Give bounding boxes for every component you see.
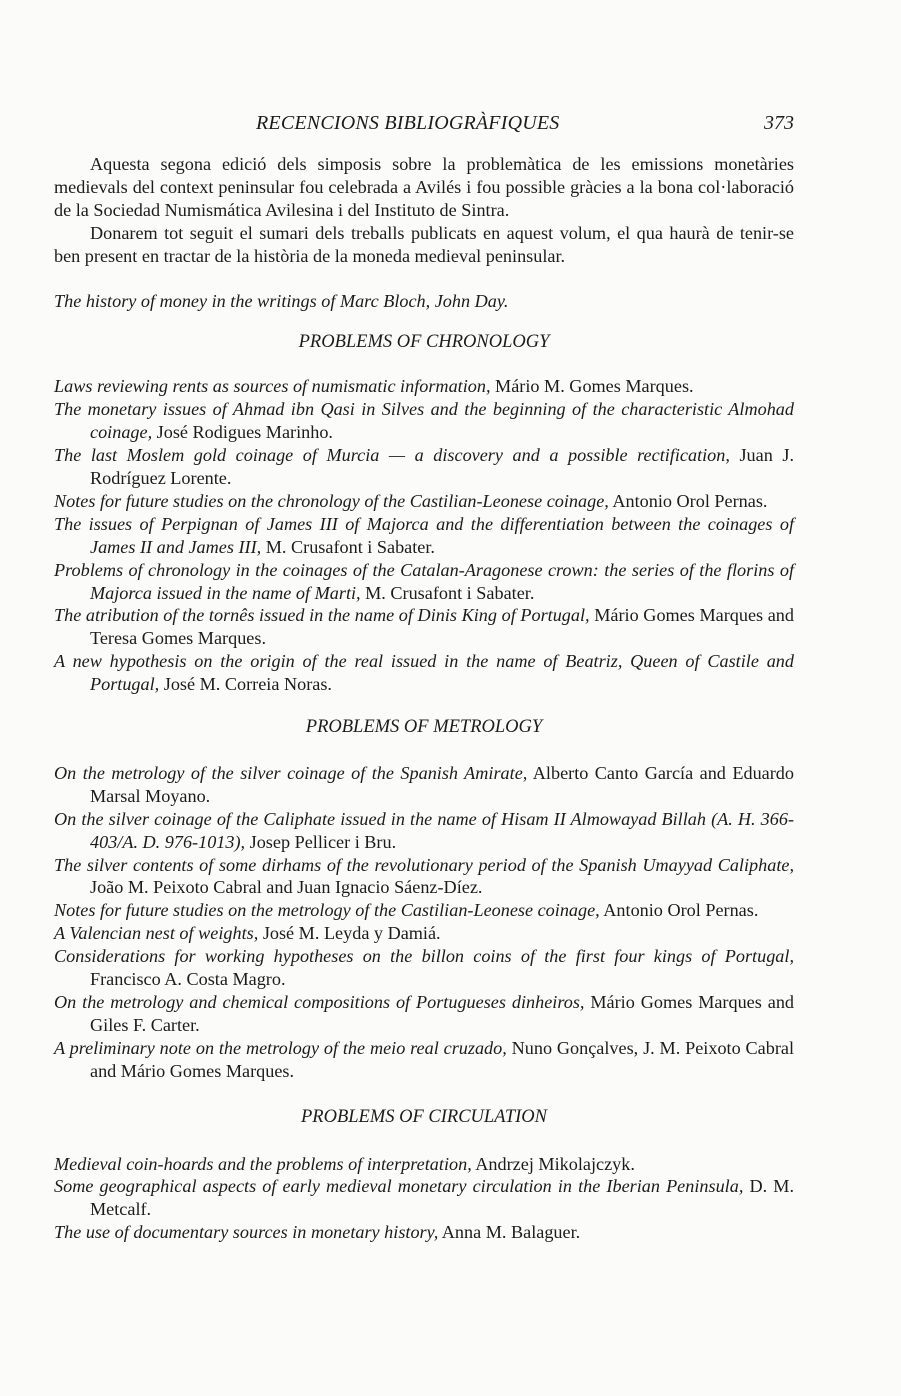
entry-authors: Nuno Gonçalves, J. M. Peixoto Cabral and Mário Gomes Marques. xyxy=(90,1037,795,1081)
entry-title: On the metrology and chemical compositions of Portugueses dinheiros, xyxy=(54,992,585,1012)
bibliography-list xyxy=(54,375,794,696)
entry-title: The last Moslem gold coinage of Murcia — a discovery and a possible rectification, xyxy=(54,445,730,466)
entry-authors: Alberto Canto García and Eduardo Marsal Moyano. xyxy=(90,762,794,806)
page-number: 373 xyxy=(764,112,794,134)
entry-authors: João M. Peixoto Cabral and Juan Ignacio Sáenz-Díez. xyxy=(90,877,483,898)
entry-title: A Valencian nest of weights, xyxy=(54,923,259,944)
bibliography-entry xyxy=(54,1153,794,1176)
opening-entry: The history of money in the writings of Marc Bloch, John Day. xyxy=(54,290,509,311)
entry-authors: Josep Pellicer i Bru. xyxy=(249,831,397,852)
section-heading: PROBLEMS OF CHRONOLOGY xyxy=(298,332,550,353)
bibliography-entry xyxy=(54,490,794,513)
entry-title: On the metrology of the silver coinage of the Spanish Amirate, xyxy=(54,762,528,783)
entry-authors: José M. Correia Noras. xyxy=(163,674,332,695)
entry-authors: Antonio Orol Pernas. xyxy=(612,490,768,511)
bibliography-entry xyxy=(54,559,794,605)
bibliography-list xyxy=(54,1153,794,1245)
entry-title: Problems of chronology in the coinages of the Catalan-Aragonese crown: the series of the florins of Majorca issued in the name of Marti, xyxy=(54,559,794,603)
bibliography-entry xyxy=(54,945,794,991)
bibliography-entry xyxy=(54,991,794,1037)
entry-title: The issues of Perpignan of James III of Majorca and the differentiation between the coinages of James II and James III, xyxy=(54,513,794,557)
section-heading: PROBLEMS OF METROLOGY xyxy=(305,717,543,738)
bibliography-list xyxy=(54,762,794,1083)
entry-title: Notes for future studies on the chronology of the Castilian-Leonese coinage, xyxy=(54,490,609,511)
entry-title: The atribution of the tornês issued in the name of Dinis King of Portugal, xyxy=(54,605,590,626)
entry-authors: Mário Gomes Marques and Teresa Gomes Marques. xyxy=(90,605,794,649)
entry-authors: M. Crusafont i Sabater. xyxy=(265,536,435,557)
entry-authors: Mário M. Gomes Marques. xyxy=(495,376,694,397)
entry-title: A new hypothesis on the origin of the real issued in the name of Beatriz, Queen of Castile and Portugal, xyxy=(54,651,794,695)
entry-title: A preliminary note on the metrology of the meio real cruzado, xyxy=(54,1037,507,1058)
bibliography-entry xyxy=(54,854,794,900)
entry-authors: José M. Leyda y Damiá. xyxy=(262,923,441,944)
intro-paragraph: Aquesta segona edició dels simposis sobre la problemàtica de les emissions monetàries medievals del context peninsular fou celebrada a Avilés i fou possible gràcies a la bona col·laboració de la Sociedad Numismática Avilesina i del Instituto de Sintra. xyxy=(54,154,794,220)
entry-title: Laws reviewing rents as sources of numismatic information, xyxy=(54,376,491,397)
page-body xyxy=(54,153,794,1244)
entry-title: Considerations for working hypotheses on the billon coins of the first four kings of Portugal, xyxy=(54,946,794,967)
entry-title: Notes for future studies on the metrology of the Castilian-Leonese coinage, xyxy=(54,900,600,921)
bibliography-entry xyxy=(54,513,794,559)
bibliography-entry xyxy=(54,650,794,696)
entry-title: The silver contents of some dirhams of the revolutionary period of the Spanish Umayyad Caliphate, xyxy=(54,854,794,875)
entry-authors: Anna M. Balaguer. xyxy=(441,1222,581,1243)
entry-authors: Francisco A. Costa Magro. xyxy=(90,969,286,990)
bibliography-entry xyxy=(54,899,794,922)
entry-authors: D. M. Metcalf. xyxy=(90,1176,795,1220)
bibliography-entry xyxy=(54,604,794,650)
entry-authors: José Rodigues Marinho. xyxy=(156,422,333,443)
bibliography-entry xyxy=(54,398,794,444)
bibliography-entry xyxy=(54,1175,794,1221)
entry-title: The use of documentary sources in monetary history, xyxy=(54,1222,439,1243)
section-heading: PROBLEMS OF CIRCULATION xyxy=(301,1106,547,1127)
entry-authors: Juan J. Rodríguez Lorente. xyxy=(90,445,794,488)
entry-title: Some geographical aspects of early medieval monetary circulation in the Iberian Peninsula, xyxy=(54,1176,744,1197)
bibliography-entry xyxy=(54,375,794,398)
entry-title: Medieval coin-hoards and the problems of interpretation, xyxy=(54,1153,472,1174)
bibliography-entry xyxy=(54,1221,794,1244)
entry-authors: Andrzej Mikolajczyk. xyxy=(475,1153,635,1174)
entry-authors: Antonio Orol Pernas. xyxy=(603,900,759,921)
bibliography-entry xyxy=(54,922,794,945)
bibliography-entry xyxy=(54,444,794,490)
bibliography-entry xyxy=(54,1037,794,1083)
running-title: RECENCIONS BIBLIOGRÀFIQUES xyxy=(256,112,560,134)
entry-authors: M. Crusafont i Sabater. xyxy=(365,582,535,603)
entry-title: The monetary issues of Ahmad ibn Qasi in Silves and the beginning of the characteristic Almohad coinage, xyxy=(54,399,794,443)
intro-paragraph: Donarem tot seguit el sumari dels treballs publicats en aquest volum, el qua haurà de tenir-se ben present en tractar de la història de la moneda medieval peninsular. xyxy=(54,222,794,266)
entry-authors: Mário Gomes Marques and Giles F. Carter. xyxy=(90,992,795,1035)
bibliography-entry xyxy=(54,762,794,808)
bibliography-entry xyxy=(54,808,794,854)
entry-title: On the silver coinage of the Caliphate issued in the name of Hisam II Almowayad Billah (A. H. 366-403/A. D. 976-1013), xyxy=(54,808,794,852)
